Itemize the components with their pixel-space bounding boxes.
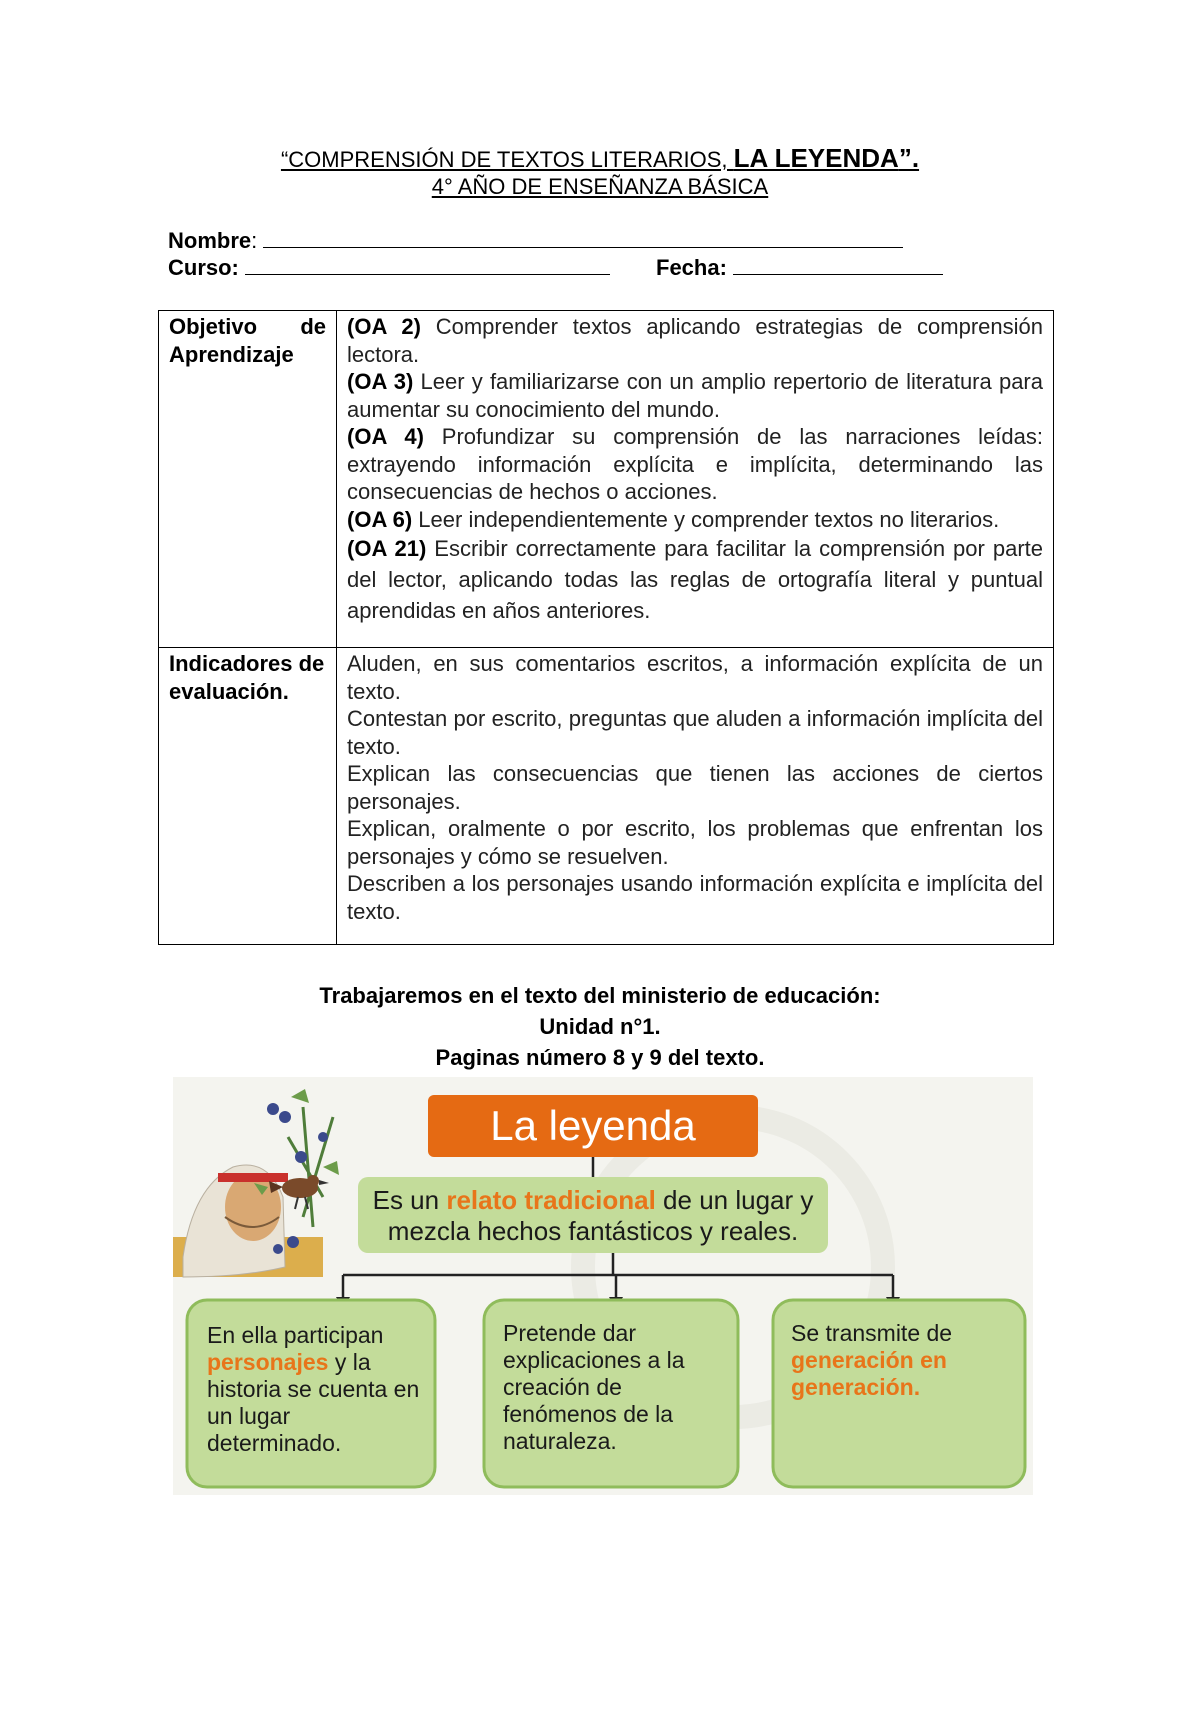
box-text: y la historia se cuenta en un lugar determinado. [207,1349,420,1456]
fecha-line[interactable] [733,256,943,275]
oa-code: (OA 6) [347,506,413,532]
oa-text: Leer y familiarizarse con un amplio repertorio de literatura para aumentar su conocimiento del mundo. [347,369,1043,422]
oa-code: (OA 2) [347,314,421,339]
curso-line[interactable] [245,256,610,275]
list-item [347,423,1043,506]
table-row [159,648,1054,945]
graphic-title: La leyenda [490,1102,696,1149]
list-item: Describen a los personajes usando información explícita e implícita del texto. [347,871,1043,924]
title-part-2: LA LEYENDA [733,143,899,173]
oa-code: (OA 4) [347,424,424,449]
objetivo-label: Objetivo de Aprendizaje [159,311,337,648]
curso-field[interactable] [168,255,610,281]
box-highlight: generación en generación [791,1347,947,1400]
box-text: Se transmite de [791,1320,953,1346]
box-transmision-text [791,1320,1016,1401]
leyenda-definition [358,1185,828,1247]
objetivo-content [337,311,1054,648]
list-item [347,533,1043,626]
leyenda-concept-map [173,1077,1033,1495]
oa-text: Profundizar su comprensión de las narraciones leídas: extrayendo información explícita e implícita, determinando las consecuencias de hechos o acciones. [347,424,1044,504]
nombre-field[interactable]: Nombre: [168,228,903,254]
definition-text: de un lugar y mezcla hechos fantásticos y reales. [387,1185,814,1246]
document-title [0,143,1200,174]
fecha-label: Fecha: [656,255,727,280]
fecha-field[interactable] [656,255,943,281]
oa-text: Leer independientemente y comprender textos no literarios. [412,506,1000,532]
box-highlight: personajes [207,1349,329,1375]
definition-text: Es un [372,1185,447,1215]
title-part-1: “COMPRENSIÓN DE TEXTOS LITERARIOS, [280,147,734,172]
curso-label: Curso: [168,255,239,280]
table-row [159,311,1054,648]
list-item: Contestan por escrito, preguntas que aluden a información implícita del texto. [347,706,1043,759]
definition-highlight: relato tradicional [446,1185,656,1215]
title-part-3: ”. [898,143,920,173]
indicadores-content [337,648,1054,945]
list-item [347,506,1043,534]
oa-code: (OA 3) [347,369,414,394]
oa-text: Comprender textos aplicando estrategias de comprensión lectora. [347,314,1043,367]
box-text: . [913,1374,921,1400]
indicadores-label: Indicadores de evaluación. [159,648,337,945]
list-item: Explican, oralmente o por escrito, los problemas que enfrentan los personajes y cómo se resuelven. [347,816,1043,869]
instruction-line-1: Trabajaremos en el texto del ministerio de educación: [319,983,881,1008]
box-text: En ella participan [207,1322,384,1348]
list-item [347,313,1043,368]
list-item: Explican las consecuencias que tienen las acciones de ciertos personajes. [347,761,1043,814]
list-item [347,368,1043,423]
objectives-table [158,310,1054,945]
instruction-line-3: Paginas número 8 y 9 del texto. [435,1045,765,1070]
oa-code: (OA 21) [347,536,427,561]
nombre-label: Nombre [168,228,252,253]
box-explicaciones-text: Pretende dar explicaciones a la creación de fenómenos de la naturaleza. [503,1320,685,1454]
instruction-line-2: Unidad n°1. [539,1014,661,1039]
document-subtitle: 4° AÑO DE ENSEÑANZA BÁSICA [431,174,769,199]
nombre-line[interactable] [263,229,903,248]
list-item: Aluden, en sus comentarios escritos, a información explícita de un texto. [347,651,1043,704]
oa-text: Escribir correctamente para facilitar la comprensión por parte del lector, aplicando todas las reglas de ortografía literal y puntual aprendidas en años anteriores. [347,536,1043,623]
box-personajes-text [207,1322,422,1457]
